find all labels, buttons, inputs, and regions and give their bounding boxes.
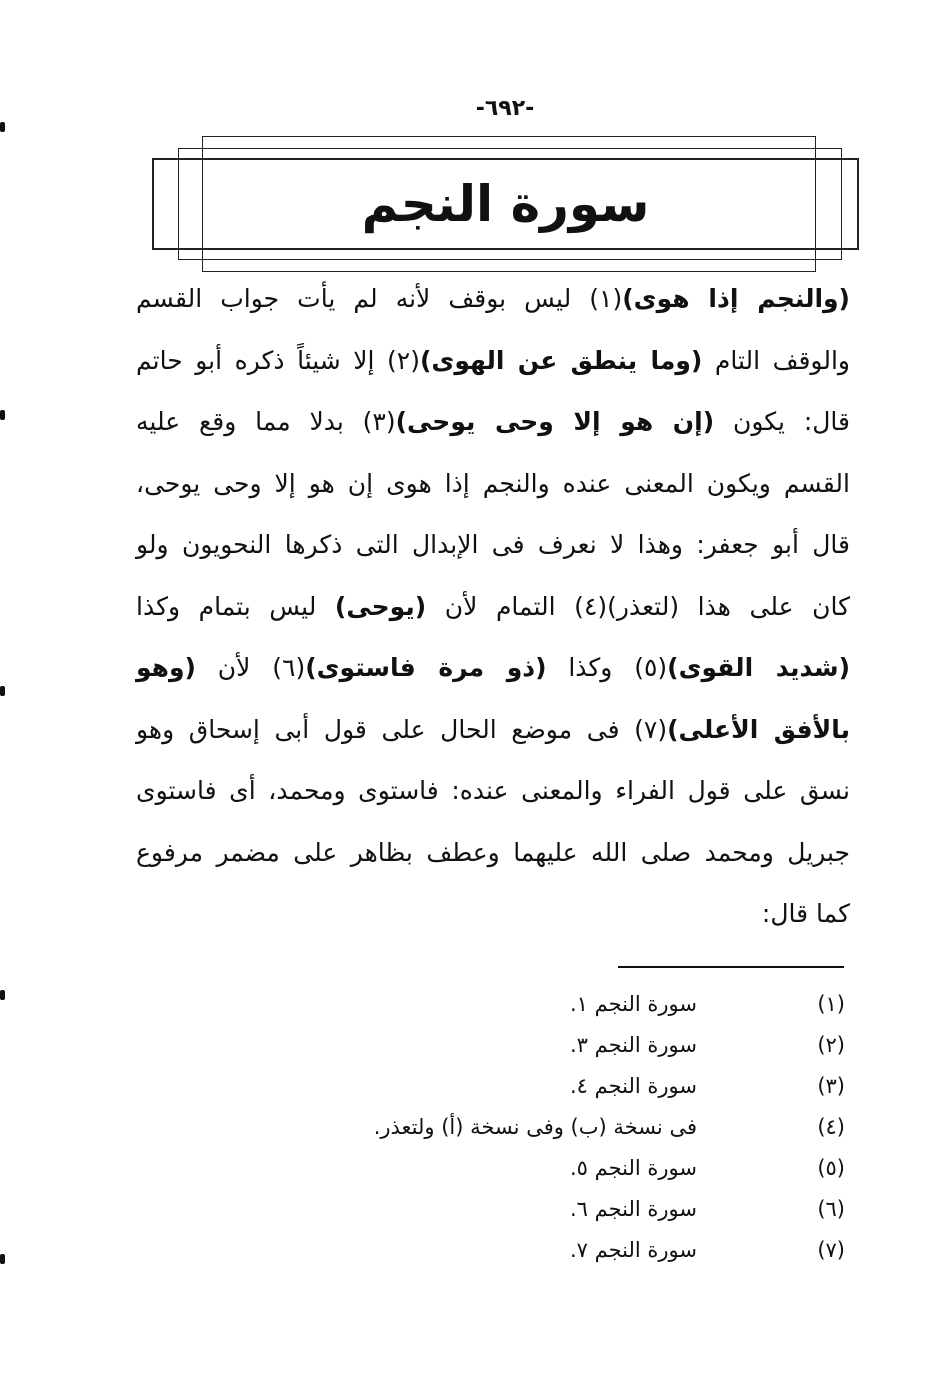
footnotes bbox=[300, 984, 845, 1271]
body-segment: (١) ليس بوقف لأنه لم يأت جواب القسم bbox=[136, 284, 623, 313]
body-segment: كما قال: bbox=[761, 899, 850, 928]
footnote bbox=[300, 1107, 845, 1148]
body-segment: كان على هذا (لتعذر)(٤) التمام لأن bbox=[426, 591, 851, 621]
quran-quote: (والنجم إذا هوى) bbox=[622, 284, 850, 313]
quran-quote: (ذو مرة فاستوى) bbox=[305, 653, 547, 682]
body-line bbox=[136, 514, 850, 576]
page-number: -٦٩٢- bbox=[475, 96, 535, 121]
footnote-text: سورة النجم ٥. bbox=[569, 1156, 697, 1180]
body-segment: (٢) إلا شيئاً ذكره أبو حاتم bbox=[136, 345, 420, 375]
quran-quote: (وهو bbox=[136, 653, 196, 682]
body-segment: قال: يكون bbox=[714, 407, 850, 436]
footnote-text: سورة النجم ٤. bbox=[569, 1074, 697, 1098]
body-line bbox=[136, 576, 850, 638]
body-segment: نسق على قول الفراء والمعنى عنده: فاستوى ومحمد، أى فاستوى bbox=[136, 776, 850, 805]
body-line bbox=[136, 883, 850, 945]
footnote bbox=[300, 984, 845, 1025]
body-segment: (٥) وكذا bbox=[546, 653, 668, 682]
binding-mark bbox=[0, 1254, 5, 1264]
footnote-number: (٥) bbox=[817, 1156, 845, 1180]
binding-mark bbox=[0, 990, 5, 1000]
body-segment: (٣) بدلا مما وقع عليه bbox=[136, 407, 396, 436]
body-segment: (٧) فى موضع الحال على قول أبى إسحاق وهو bbox=[136, 714, 668, 744]
body-line bbox=[136, 637, 850, 699]
quran-quote: (يوحى) bbox=[334, 591, 427, 621]
footnote-number: (٣) bbox=[817, 1074, 845, 1098]
footnote-number: (١) bbox=[817, 992, 845, 1016]
footnote bbox=[300, 1189, 845, 1230]
footnote-number: (٧) bbox=[817, 1238, 845, 1262]
quran-quote: بالأفق الأعلى) bbox=[667, 714, 850, 744]
footnote-text: سورة النجم ٦. bbox=[569, 1197, 697, 1221]
quran-quote: (إن هو إلا وحى يوحى) bbox=[395, 407, 715, 436]
body-segment: القسم ويكون المعنى عنده والنجم إذا هوى إن هو إلا وحى يوحى، bbox=[136, 468, 850, 498]
body-line bbox=[136, 822, 850, 884]
binding-mark bbox=[0, 410, 5, 420]
footnote-text: فى نسخة (ب) وفى نسخة (أ) ولتعذر. bbox=[373, 1115, 697, 1139]
body-line bbox=[136, 391, 850, 453]
footnote-separator bbox=[618, 966, 844, 968]
footnote-number: (٤) bbox=[817, 1115, 845, 1139]
body-line bbox=[136, 453, 850, 515]
binding-mark bbox=[0, 686, 5, 696]
binding-mark bbox=[0, 122, 5, 132]
body-segment: والوقف التام bbox=[702, 345, 850, 375]
body-segment: قال أبو جعفر: وهذا لا نعرف فى الإبدال التى ذكرها النحويون ولو bbox=[136, 530, 850, 559]
surah-title: سورة النجم bbox=[361, 175, 650, 233]
footnote bbox=[300, 1230, 845, 1271]
body-line bbox=[136, 760, 850, 822]
footnote-text: سورة النجم ٧. bbox=[569, 1238, 697, 1262]
body-segment: جبريل ومحمد صلى الله عليهما وعطف بظاهر على مضمر مرفوع bbox=[136, 837, 850, 867]
footnote bbox=[300, 1148, 845, 1189]
footnote-number: (٦) bbox=[817, 1197, 845, 1221]
footnote bbox=[300, 1025, 845, 1066]
body-line bbox=[136, 268, 850, 330]
footnote-number: (٢) bbox=[817, 1033, 845, 1057]
body-line bbox=[136, 699, 850, 761]
body-segment: ليس بتمام وكذا bbox=[136, 591, 335, 621]
body-segment: (٦) لأن bbox=[195, 653, 306, 682]
footnote-text: سورة النجم ١. bbox=[569, 992, 697, 1016]
body-text bbox=[136, 268, 850, 945]
quran-quote: (شديد القوى) bbox=[667, 653, 850, 682]
body-line bbox=[136, 330, 850, 392]
footnote-text: سورة النجم ٣. bbox=[569, 1033, 697, 1057]
footnote bbox=[300, 1066, 845, 1107]
quran-quote: (وما ينطق عن الهوى) bbox=[420, 345, 703, 375]
